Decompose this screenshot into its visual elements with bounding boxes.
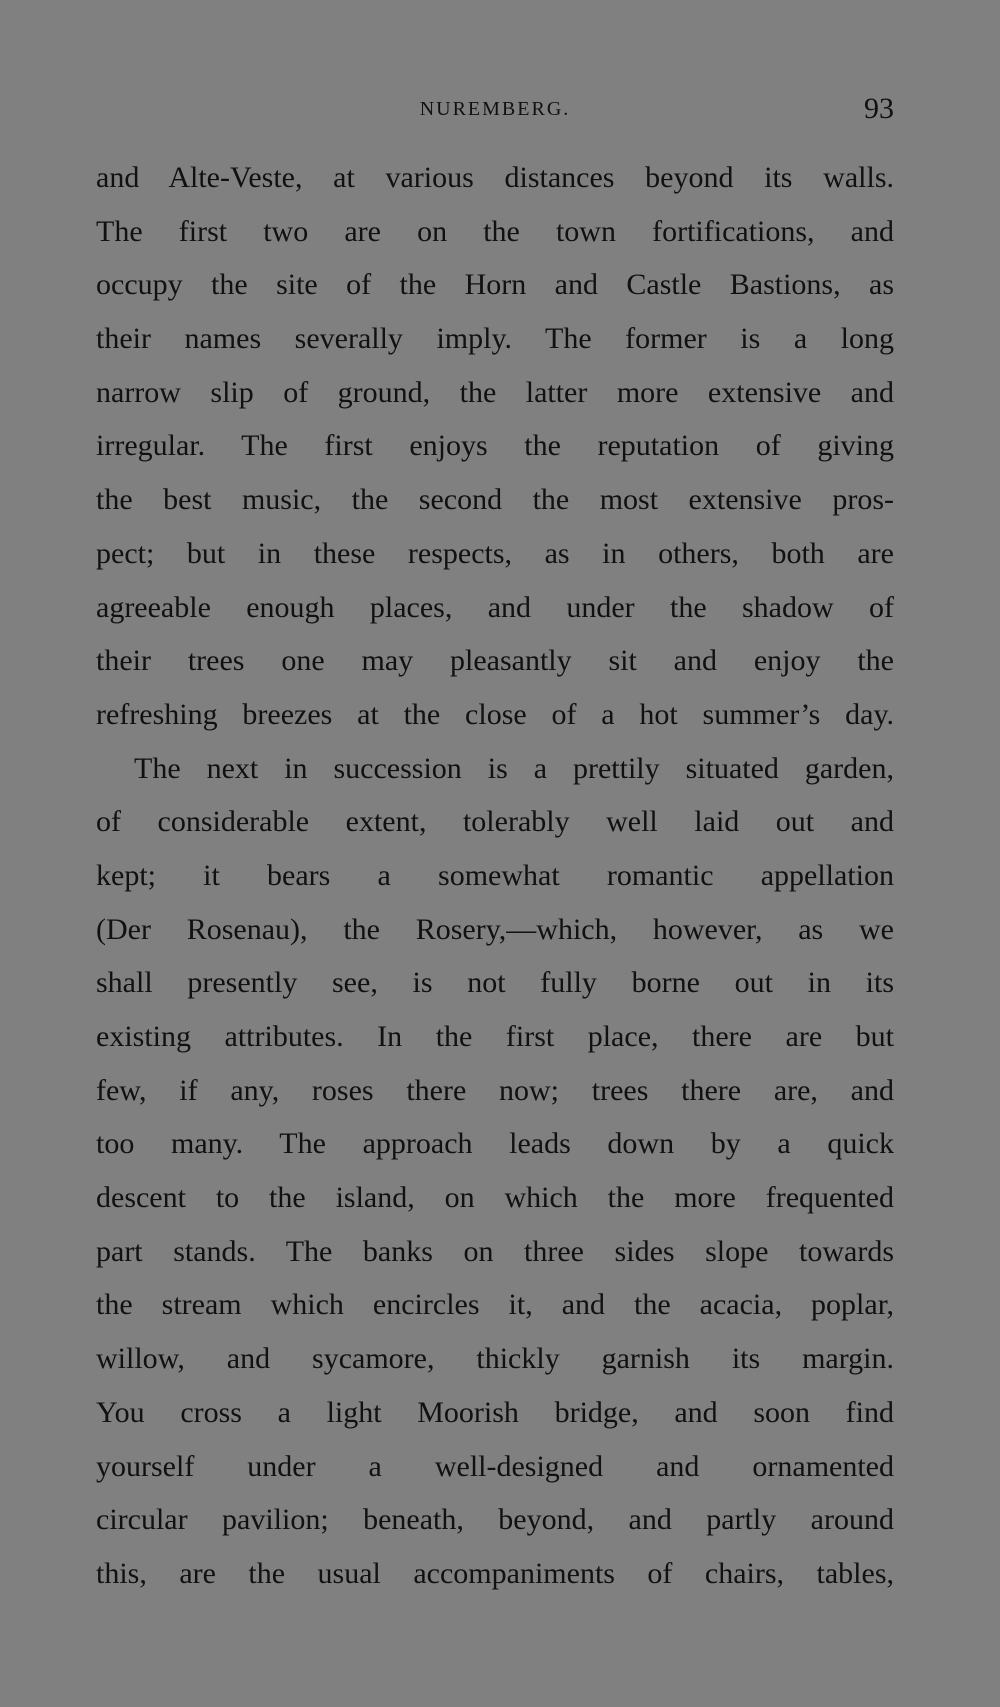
text-line: few, if any, roses there now; trees there are, and [96,1073,894,1107]
text-line: existing attributes. In the first place, there are but [96,1020,894,1053]
text-line: agreeable enough places, and under the shadow of [96,590,894,624]
text-line: descent to the island, on which the more frequented [96,1181,894,1215]
page-number: 93 [864,92,894,125]
text-line: occupy the site of the Horn and Castle Bastions, as [96,268,894,302]
text-line: shall presently see, is not fully borne out in its [96,966,894,1000]
text-line: their names severally imply. The former is a long [96,322,894,356]
text-line: narrow slip of ground, the latter more extensive and [96,375,894,409]
text-line: this, are the usual accompaniments of chairs, tables, [96,1556,894,1590]
running-head [96,92,894,128]
text-line: The first two are on the town fortifications, and [96,214,894,248]
body-text [96,151,894,1601]
text-line: the best music, the second the most extensive pros- [96,483,894,517]
text-line: kept; it bears a somewhat romantic appellation [96,858,894,892]
running-title: NUREMBERG. [419,98,571,120]
text-line: part stands. The banks on three sides slope towards [96,1234,894,1268]
text-line: and Alte-Veste, at various distances beyond its walls. [96,161,894,194]
text-line: their trees one may pleasantly sit and enjoy the [96,644,894,678]
text-line: pect; but in these respects, as in others, both are [96,536,894,570]
text-line: the stream which encircles it, and the acacia, poplar, [96,1288,894,1322]
text-line: circular pavilion; beneath, beyond, and partly around [96,1503,894,1537]
text-line: yourself under a well-designed and ornamented [96,1449,894,1483]
paragraph-end-line: refreshing breezes at the close of a hot summer’s day. [96,697,894,731]
text-line: too many. The approach leads down by a quick [96,1127,894,1161]
text-line: irregular. The first enjoys the reputation of giving [96,429,894,463]
text-line: You cross a light Moorish bridge, and soon find [96,1395,894,1429]
paragraph-start-line: The next in succession is a prettily situated garden, [134,751,894,785]
text-line: willow, and sycamore, thickly garnish its margin. [96,1342,894,1376]
text-line: (Der Rosenau), the Rosery,—which, however, as we [96,912,894,946]
text-line: of considerable extent, tolerably well laid out and [96,805,894,839]
